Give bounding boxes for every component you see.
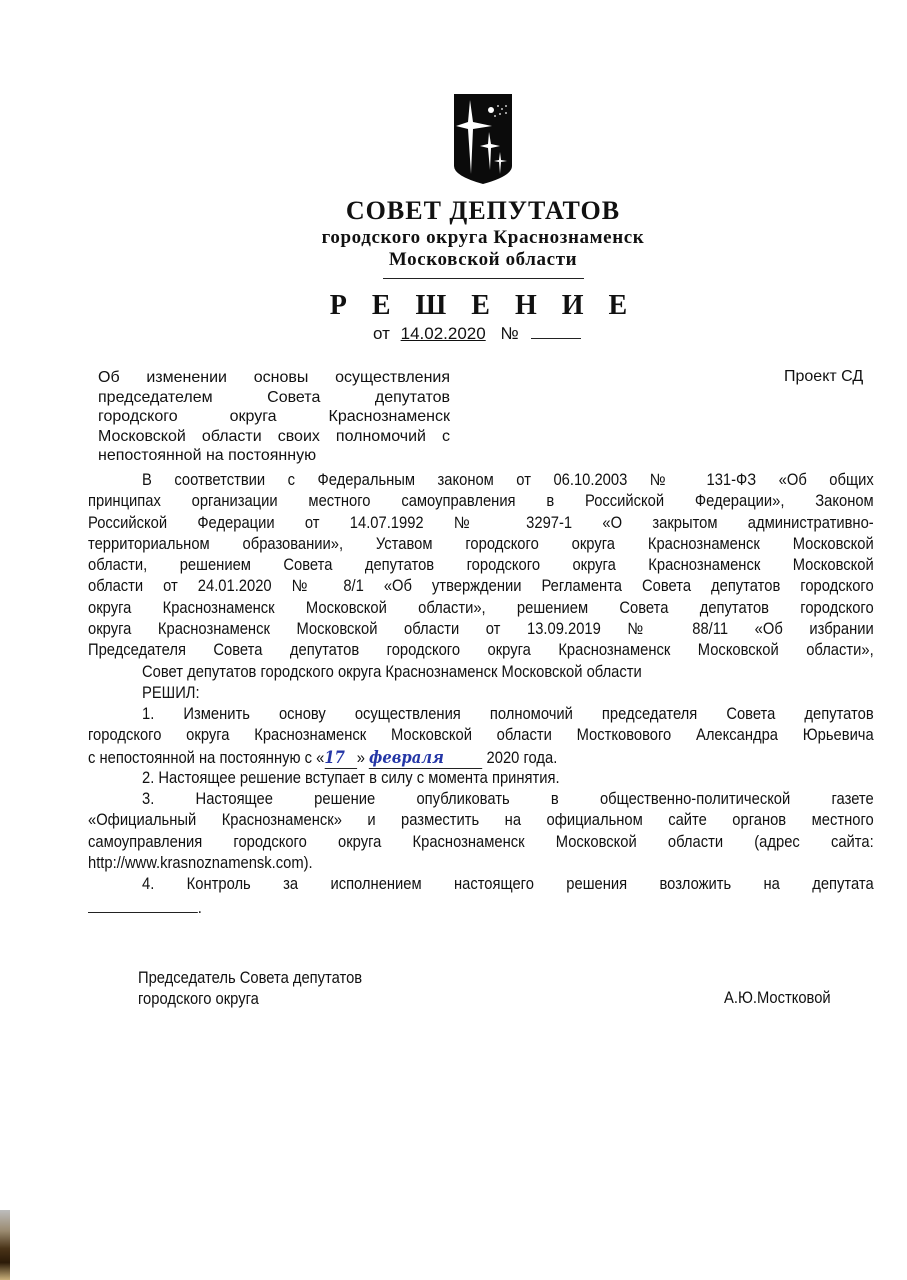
- item-3-line: «Официальный Краснознаменск» и разместить на официальном сайте органов местного: [88, 811, 874, 830]
- item-1-line: 1. Изменить основу осуществления полномочий председателя Совета депутатов: [142, 705, 874, 723]
- subject-line: председателем Совета депутатов: [98, 388, 450, 406]
- decision-date: 14.02.2020: [400, 324, 486, 343]
- council-subtitle-district: городского округа Краснознаменск: [321, 227, 645, 248]
- item-1-date-line: [88, 747, 874, 768]
- signature-position-line: Председатель Совета депутатов: [138, 969, 363, 987]
- signature-position-line: городского округа: [138, 990, 259, 1008]
- preamble-line: области от 24.01.2020 № 8/1 «Об утверждении Регламента Совета депутатов городского: [88, 577, 874, 596]
- scan-edge-artifact: [0, 1210, 10, 1280]
- preamble-line: территориальном образовании», Уставом городского округа Краснознаменск Московской: [88, 534, 874, 553]
- coat-of-arms-emblem: [452, 92, 514, 186]
- item-1-date-prefix: с непостоянной на постоянную с «: [88, 748, 325, 767]
- item-4-end: .: [197, 898, 202, 917]
- decided-label: РЕШИЛ:: [142, 683, 200, 702]
- signatory-name: А.Ю.Мостковой: [724, 989, 831, 1007]
- project-label: Проект СД: [784, 368, 864, 385]
- handwritten-day: 17: [324, 747, 356, 769]
- document-type-heading: Р Е Ш Е Н И Е: [329, 290, 637, 321]
- item-1-date-suffix: 2020 года.: [486, 748, 558, 767]
- number-blank: [531, 324, 581, 339]
- header-divider: [383, 278, 584, 279]
- subject-line: Об изменении основы осуществления: [98, 369, 450, 386]
- item-1-line: городского округа Краснознаменск Московской области Мостковового Александра Юрьевича: [88, 726, 874, 745]
- preamble-line: В соответствии с Федеральным законом от 06.10.2003 № 131-ФЗ «Об общих: [142, 471, 874, 489]
- preamble-line: округа Краснознаменск Московской области», решением Совета депутатов городского: [88, 598, 874, 617]
- council-subtitle-region: Московской области: [388, 249, 578, 270]
- preamble: [88, 470, 874, 704]
- handwritten-month: февраля: [369, 747, 482, 769]
- item-3-line: 3. Настоящее решение опубликовать в общественно-политической газете: [142, 790, 874, 809]
- item-2: 2. Настоящее решение вступает в силу с момента принятия.: [142, 768, 560, 787]
- item-1-date-mid: »: [356, 748, 365, 767]
- preamble-line: Председателя Совета депутатов городского округа Краснознаменск Московской области»,: [88, 641, 874, 660]
- preamble-line: Российской Федерации от 14.07.1992 № 3297-1 «О закрытом административно-: [88, 513, 874, 532]
- item-4-blank-line: [88, 896, 874, 917]
- deputy-blank: [88, 896, 198, 913]
- council-title: СОВЕТ ДЕПУТАТОВ: [345, 196, 621, 225]
- item-3-line: самоуправления городского округа Краснознаменск Московской области (адрес сайта:: [88, 832, 874, 851]
- number-prefix: №: [500, 324, 519, 343]
- date-prefix: от: [373, 324, 390, 343]
- signature-position: [138, 968, 362, 1010]
- item-4-line: 4. Контроль за исполнением настоящего решения возложить на депутата: [142, 875, 874, 894]
- subject-line: городского округа Краснознаменск: [98, 408, 450, 425]
- preamble-line: области, решением Совета депутатов городского округа Краснознаменск Московской: [88, 556, 874, 575]
- preamble-line: округа Краснознаменск Московской области от 13.09.2019 № 88/11 «Об избрании: [88, 620, 874, 639]
- decision-date-line: [373, 324, 581, 344]
- preamble-line: принципах организации местного самоуправления в Российской Федерации», Законом: [88, 492, 874, 511]
- council-line: Совет депутатов городского округа Краснознаменск Московской области: [142, 662, 642, 681]
- item-3-line: http://www.krasnoznamensk.com).: [88, 854, 313, 873]
- decision-items: [88, 704, 874, 917]
- subject-heading: [98, 368, 450, 466]
- subject-line: непостоянной на постоянную: [98, 447, 317, 464]
- subject-line: Московской области своих полномочий с: [98, 427, 450, 445]
